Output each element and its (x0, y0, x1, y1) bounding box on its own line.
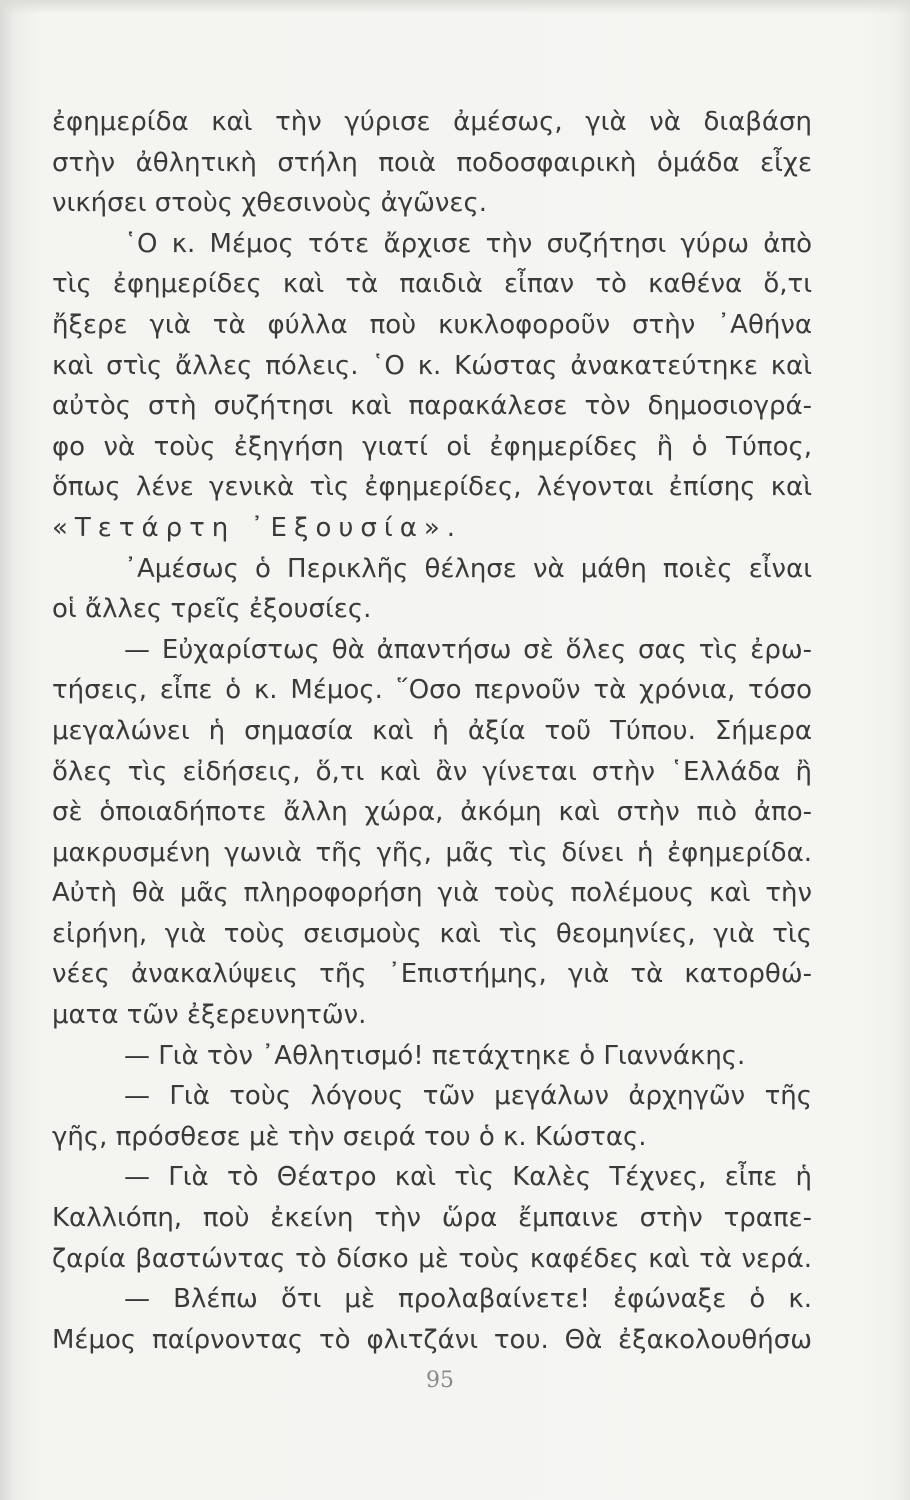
text-line: — Γιὰ τὸν ᾿Αθλητισμό! πετάχτηκε ὁ Γιαννάκης. (124, 1040, 746, 1071)
text-line: σὲ ὁποιαδήποτε ἄλλη χώρα, ἀκόμη καὶ στὴν πιὸ ἀπο- (52, 797, 812, 828)
text-line: τὶς ἐφημερίδες καὶ τὰ παιδιὰ εἶπαν τὸ καθένα ὅ,τι (52, 269, 812, 300)
text-line: φο νὰ τοὺς ἐξηγήση γιατί οἱ ἐφημερίδες ἢ ὁ Τύπος, (52, 431, 812, 462)
text-line: ὅλες τὶς εἰδήσεις, ὅ,τι καὶ ἂν γίνεται στὴν ῾Ελλάδα ἢ (52, 756, 812, 787)
text-line: ἤξερε γιὰ τὰ φύλλα ποὺ κυκλοφοροῦν στὴν ᾿Αθήνα (52, 309, 812, 340)
text-line: Μέμος παίρνοντας τὸ φλιτζάνι του. Θὰ ἐξακολουθήσω (52, 1324, 812, 1355)
text-line: — Βλέπω ὅτι μὲ προλαβαίνετε! ἐφώναξε ὁ κ. (124, 1284, 812, 1315)
text-line: — Εὐχαρίστως θὰ ἀπαντήσω σὲ ὅλες σας τὶς ἐρω- (124, 634, 812, 665)
text-line: καὶ στὶς ἄλλες πόλεις. ῾Ο κ. Κώστας ἀνακατεύτηκε καὶ (52, 350, 812, 381)
text-line: οἱ ἄλλες τρεῖς ἐξουσίες. (52, 594, 372, 625)
text-line: ζαρία βαστώντας τὸ δίσκο μὲ τοὺς καφέδες καὶ τὰ νερά. (52, 1243, 812, 1274)
text-line: «Τετάρτη ᾿Εξουσία». (52, 512, 462, 543)
text-line: νέες ἀνακαλύψεις τῆς ᾿Επιστήμης, γιὰ τὰ κατορθώ- (52, 959, 812, 990)
text-line: εἰρήνη, γιὰ τοὺς σεισμοὺς καὶ τὶς θεομηνίες, γιὰ τὶς (52, 918, 812, 949)
text-line: Καλλιόπη, ποὺ ἐκείνη τὴν ὥρα ἔμπαινε στὴν τραπε- (52, 1203, 812, 1234)
text-line: στὴν ἀθλητικὴ στήλη ποιὰ ποδοσφαιρικὴ ὁμάδα εἶχε (52, 147, 812, 178)
text-line: ᾿Αμέσως ὁ Περικλῆς θέλησε νὰ μάθη ποιὲς εἶναι (124, 553, 812, 584)
text-line: νικήσει στοὺς χθεσινοὺς ἀγῶνες. (52, 188, 487, 219)
text-line: ὅπως λένε γενικὰ τὶς ἐφημερίδες, λέγονται ἐπίσης καὶ (52, 472, 812, 503)
text-line: γῆς, πρόσθεσε μὲ τὴν σειρά του ὁ κ. Κώστας. (52, 1121, 647, 1152)
text-line: μεγαλώνει ἡ σημασία καὶ ἡ ἀξία τοῦ Τύπου. Σήμερα (52, 715, 812, 746)
text-line: τήσεις, εἶπε ὁ κ. Μέμος. ῞Οσο περνοῦν τὰ χρόνια, τόσο (52, 675, 812, 706)
text-line: Αὐτὴ θὰ μᾶς πληροφορήση γιὰ τοὺς πολέμους καὶ τὴν (52, 878, 812, 909)
text-line: — Γιὰ τὸ Θέατρο καὶ τὶς Καλὲς Τέχνες, εἶπε ἡ (124, 1162, 812, 1193)
text-line: ματα τῶν ἐξερευνητῶν. (52, 1000, 367, 1031)
text-line: μακρυσμένη γωνιὰ τῆς γῆς, μᾶς τὶς δίνει ἡ ἐφημερίδα. (52, 837, 812, 868)
text-line: αὐτὸς στὴ συζήτησι καὶ παρακάλεσε τὸν δημοσιογρά- (52, 391, 812, 422)
text-line: ἐφημερίδα καὶ τὴν γύρισε ἀμέσως, γιὰ νὰ διαβάση (52, 107, 812, 137)
text-line: ῾Ο κ. Μέμος τότε ἄρχισε τὴν συζήτησι γύρω ἀπὸ (124, 228, 812, 259)
text-line: — Γιὰ τοὺς λόγους τῶν μεγάλων ἀρχηγῶν τῆς (124, 1081, 812, 1112)
page-number: 95 (426, 1368, 454, 1393)
body-text (52, 102, 812, 1360)
